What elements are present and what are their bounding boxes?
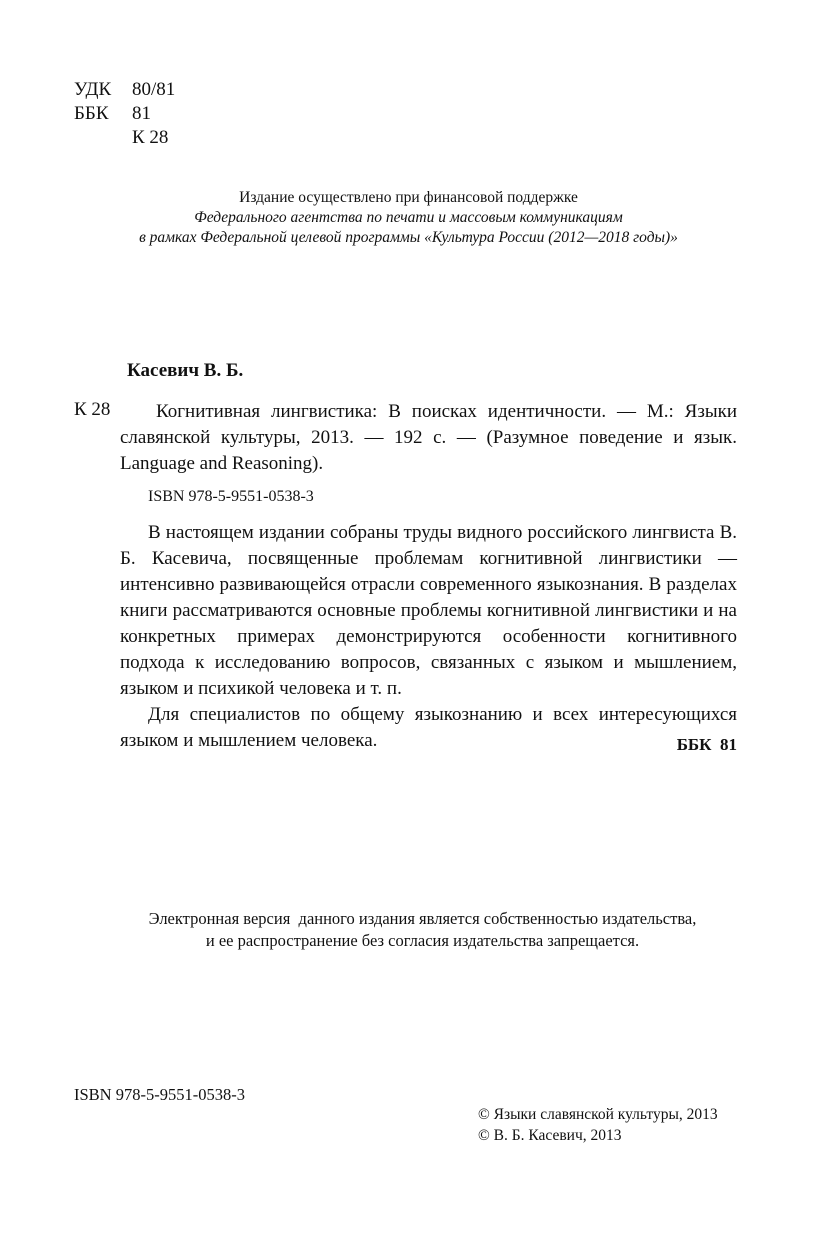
author-heading: Касевич В. Б.	[127, 360, 244, 381]
abstract-paragraph-1: В настоящем издании собраны труды видного российского лингвиста В. Б. Касевича, посвященные проблемам когнитивной лингвистики — интенсивно развивающейся отрасли современного языкознания. В разделах книги рассматриваются основные проблемы когнитивной лингвистики и на конкретных примерах демонстрируются особенности когнитивного подхода к исследованию вопросов, связанных с языком и мышлением, языком и психикой человека и т. п.	[120, 522, 737, 699]
udk-label: УДК	[74, 79, 112, 100]
electronic-notice	[60, 908, 785, 952]
copyright-block	[478, 1104, 718, 1146]
electronic-line-1: Электронная версия данного издания является собственностью издательства,	[148, 909, 697, 928]
abstract	[120, 520, 737, 754]
isbn-entry: ISBN 978-5-9551-0538-3	[148, 488, 314, 505]
udk-row	[74, 78, 175, 102]
author-mark-row	[74, 126, 175, 150]
bbk-index: ББК 81	[676, 735, 737, 754]
copyright-publisher: © Языки славянской культуры, 2013	[478, 1106, 718, 1123]
bibliographic-description: Когнитивная лингвистика: В поисках идентичности. — М.: Языки славянской культуры, 2013. — 192 с. — (Разумное поведение и язык. Language and Reasoning).	[120, 401, 737, 474]
bbk-value: 81	[132, 103, 151, 124]
funding-note	[60, 188, 757, 248]
classification-block	[74, 78, 175, 150]
author-mark: К 28	[132, 127, 169, 148]
bbk-row	[74, 102, 175, 126]
isbn-footer: ISBN 978-5-9551-0538-3	[74, 1085, 245, 1104]
author-sign: К 28	[74, 399, 111, 420]
udk-value: 80/81	[132, 79, 176, 100]
funding-line-3: в рамках Федеральной целевой программы «Культура России (2012—2018 годы)»	[139, 229, 678, 246]
funding-line-1: Издание осуществлено при финансовой поддержке	[239, 189, 578, 206]
electronic-line-2: и ее распространение без согласия издательства запрещается.	[205, 931, 640, 950]
funding-line-2: Федерального агентства по печати и массовым коммуникациям	[194, 209, 623, 226]
abstract-paragraph-2: Для специалистов по общему языкознанию и всех интересующихся языком и мышлением человека.	[120, 704, 737, 751]
bbk-label: ББК	[74, 103, 109, 124]
copyright-author: © В. Б. Касевич, 2013	[478, 1127, 622, 1144]
